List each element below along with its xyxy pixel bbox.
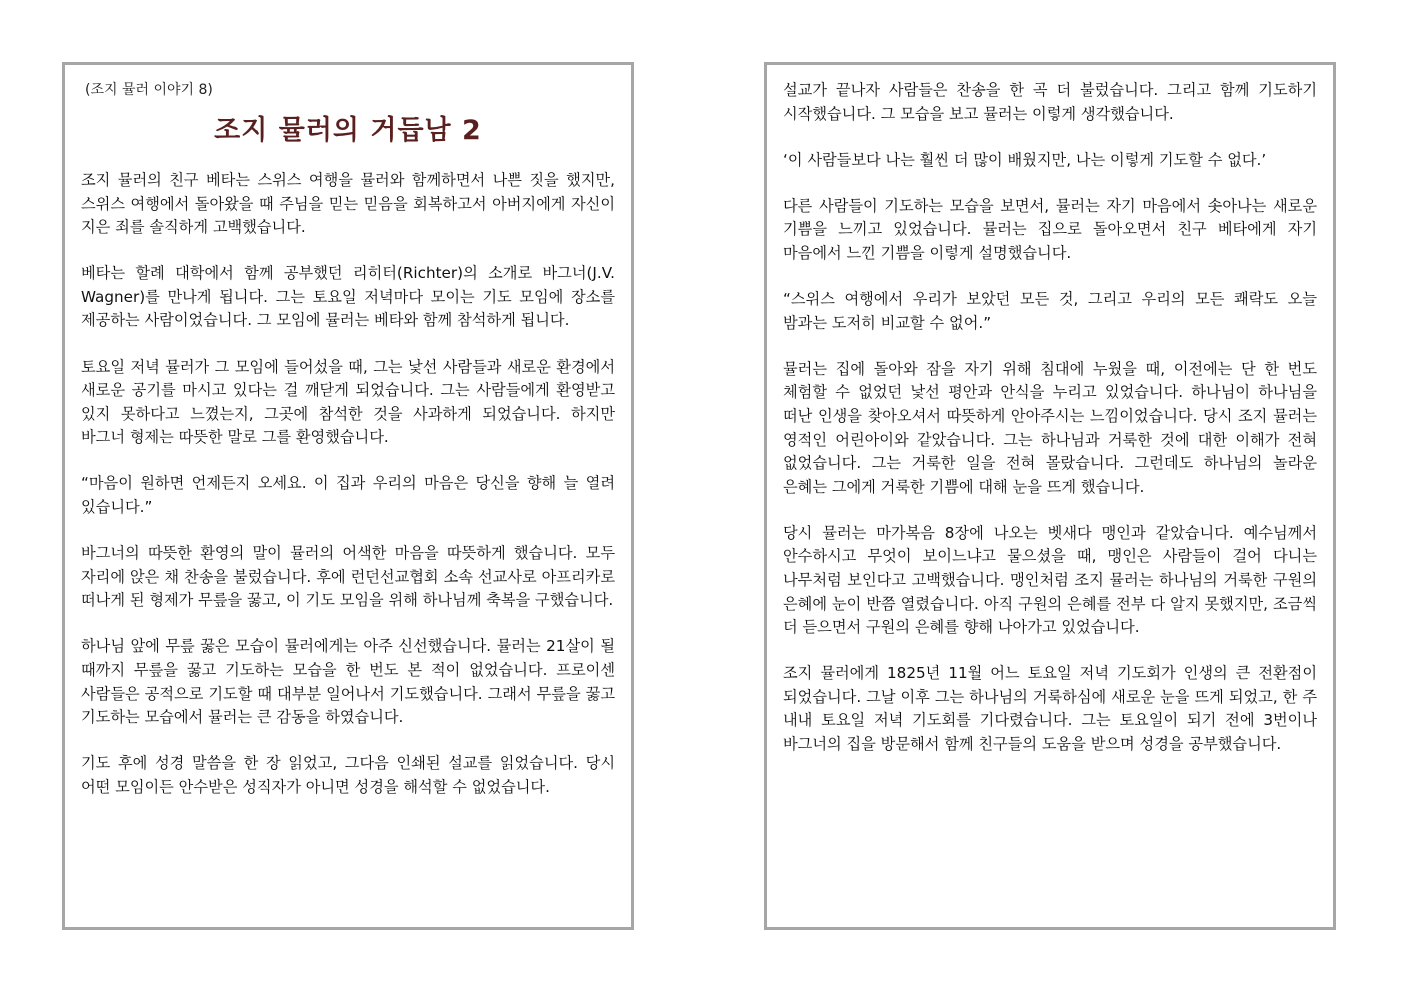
paragraph: 베타는 할례 대학에서 함께 공부했던 리히터(Richter)의 소개로 바그너(J.V. Wagner)를 만나게 됩니다. 그는 토요일 저녁마다 모이는 기도 모임에 장소를 제공하는 사람이었습니다. 그 모임에 뮬러는 베타와 함께 참석하게 됩니다.	[81, 264, 615, 330]
paragraph: 설교가 끝나자 사람들은 찬송을 한 곡 더 불렀습니다. 그리고 함께 기도하기 시작했습니다. 그 모습을 보고 뮬러는 이렇게 생각했습니다.	[783, 81, 1317, 123]
paragraph: 조지 뮬러에게 1825년 11월 어느 토요일 저녁 기도회가 인생의 큰 전환점이 되었습니다. 그날 이후 그는 하나님의 거룩하심에 새로운 눈을 뜨게 되었고, 한 주 내내 토요일 저녁 기도회를 기다렸습니다. 그는 토요일이 되기 전에 3번이나 바그너의 집을 방문해서 함께 친구들의 도움을 받으며 성경을 공부했습니다.	[783, 664, 1317, 754]
paragraph: 당시 뮬러는 마가복음 8장에 나오는 벳새다 맹인과 같았습니다. 예수님께서 안수하시고 무엇이 보이느냐고 물으셨을 때, 맹인은 사람들이 걸어 다니는 나무처럼 보인다고 고백했습니다. 맹인처럼 조지 뮬러는 하나님의 거룩한 구원의 은혜에 눈이 반쯤 열렸습니다. 아직 구원의 은혜를 전부 다 알지 못했지만, 조금씩 더 듣으면서 구원의 은혜를 향해 나아가고 있었습니다.	[783, 523, 1317, 637]
paragraph: 다른 사람들이 기도하는 모습을 보면서, 뮬러는 자기 마음에서 솟아나는 새로운 기쁨을 느끼고 있었습니다. 뮬러는 집으로 돌아오면서 친구 베타에게 자기 마음에서 느낀 기쁨을 이렇게 설명했습니다.	[783, 196, 1317, 262]
paragraph: 조지 뮬러의 친구 베타는 스위스 여행을 뮬러와 함께하면서 나쁜 짓을 했지만, 스위스 여행에서 돌아왔을 때 주님을 믿는 믿음을 회복하고서 아버지에게 자신이 지은 죄를 솔직하게 고백했습니다.	[81, 171, 615, 237]
paragraph: 바그너의 따뜻한 환영의 말이 뮬러의 어색한 마음을 따뜻하게 했습니다. 모두 자리에 앉은 채 찬송을 불렀습니다. 후에 런던선교협회 소속 선교사로 아프리카로 떠나게 된 형제가 무릎을 꿇고, 이 기도 모임을 위해 하나님께 축복을 구했습니다.	[81, 544, 615, 610]
paragraph: 뮬러는 집에 돌아와 잠을 자기 위해 침대에 누웠을 때, 이전에는 단 한 번도 체험할 수 없었던 낯선 평안과 안식을 누리고 있었습니다. 하나님이 하나님을 떠난 인생을 찾아오셔서 따뜻하게 안아주시는 느낌이었습니다. 당시 조지 뮬러는 영적인 어린아이와 같았습니다. 그는 하나님과 거룩한 것에 대한 이해가 전혀 없었습니다. 그는 거룩한 일을 전혀 몰랐습니다. 그런데도 하나님의 놀라운 은혜는 그에게 거룩한 기쁨에 대해 눈을 뜨게 했습니다.	[783, 359, 1317, 496]
quote-paragraph: “스위스 여행에서 우리가 보았던 모든 것, 그리고 우리의 모든 쾌락도 오늘 밤과는 도저히 비교할 수 없어.”	[783, 290, 1317, 332]
series-label: (조지 뮬러 이야기 8)	[85, 82, 213, 98]
paragraph: 하나님 앞에 무릎 꿇은 모습이 뮬러에게는 아주 신선했습니다. 뮬러는 21살이 될 때까지 무릎을 꿇고 기도하는 모습을 한 번도 본 적이 없었습니다. 프로이센 사람들은 공적으로 기도할 때 대부분 일어나서 기도했습니다. 그래서 무릎을 꿇고 기도하는 모습에서 뮬러는 큰 감동을 하였습니다.	[81, 637, 615, 727]
page-title: 조지 뮬러의 거듭남 2	[214, 115, 482, 146]
left-page	[62, 62, 634, 930]
paragraph: 토요일 저녁 뮬러가 그 모임에 들어섰을 때, 그는 낯선 사람들과 새로운 환경에서 새로운 공기를 마시고 있다는 걸 깨닫게 되었습니다. 그는 사람들에게 환영받고 있지 못하다고 느꼈는지, 그곳에 참석한 것을 사과하게 되었습니다. 하지만 바그너 형제는 따뜻한 말로 그를 환영했습니다.	[81, 357, 615, 447]
quote-paragraph: “마음이 원하면 언제든지 오세요. 이 집과 우리의 마음은 당신을 향해 늘 열려 있습니다.”	[81, 474, 615, 517]
quote-paragraph: ‘이 사람들보다 나는 훨씬 더 많이 배웠지만, 나는 이렇게 기도할 수 없다.’	[783, 150, 1267, 169]
paragraph: 기도 후에 성경 말씀을 한 장 읽었고, 그다음 인쇄된 설교를 읽었습니다. 당시 어떤 모임이든 안수받은 성직자가 아니면 성경을 해석할 수 없었습니다.	[81, 754, 615, 796]
right-page	[764, 62, 1336, 930]
